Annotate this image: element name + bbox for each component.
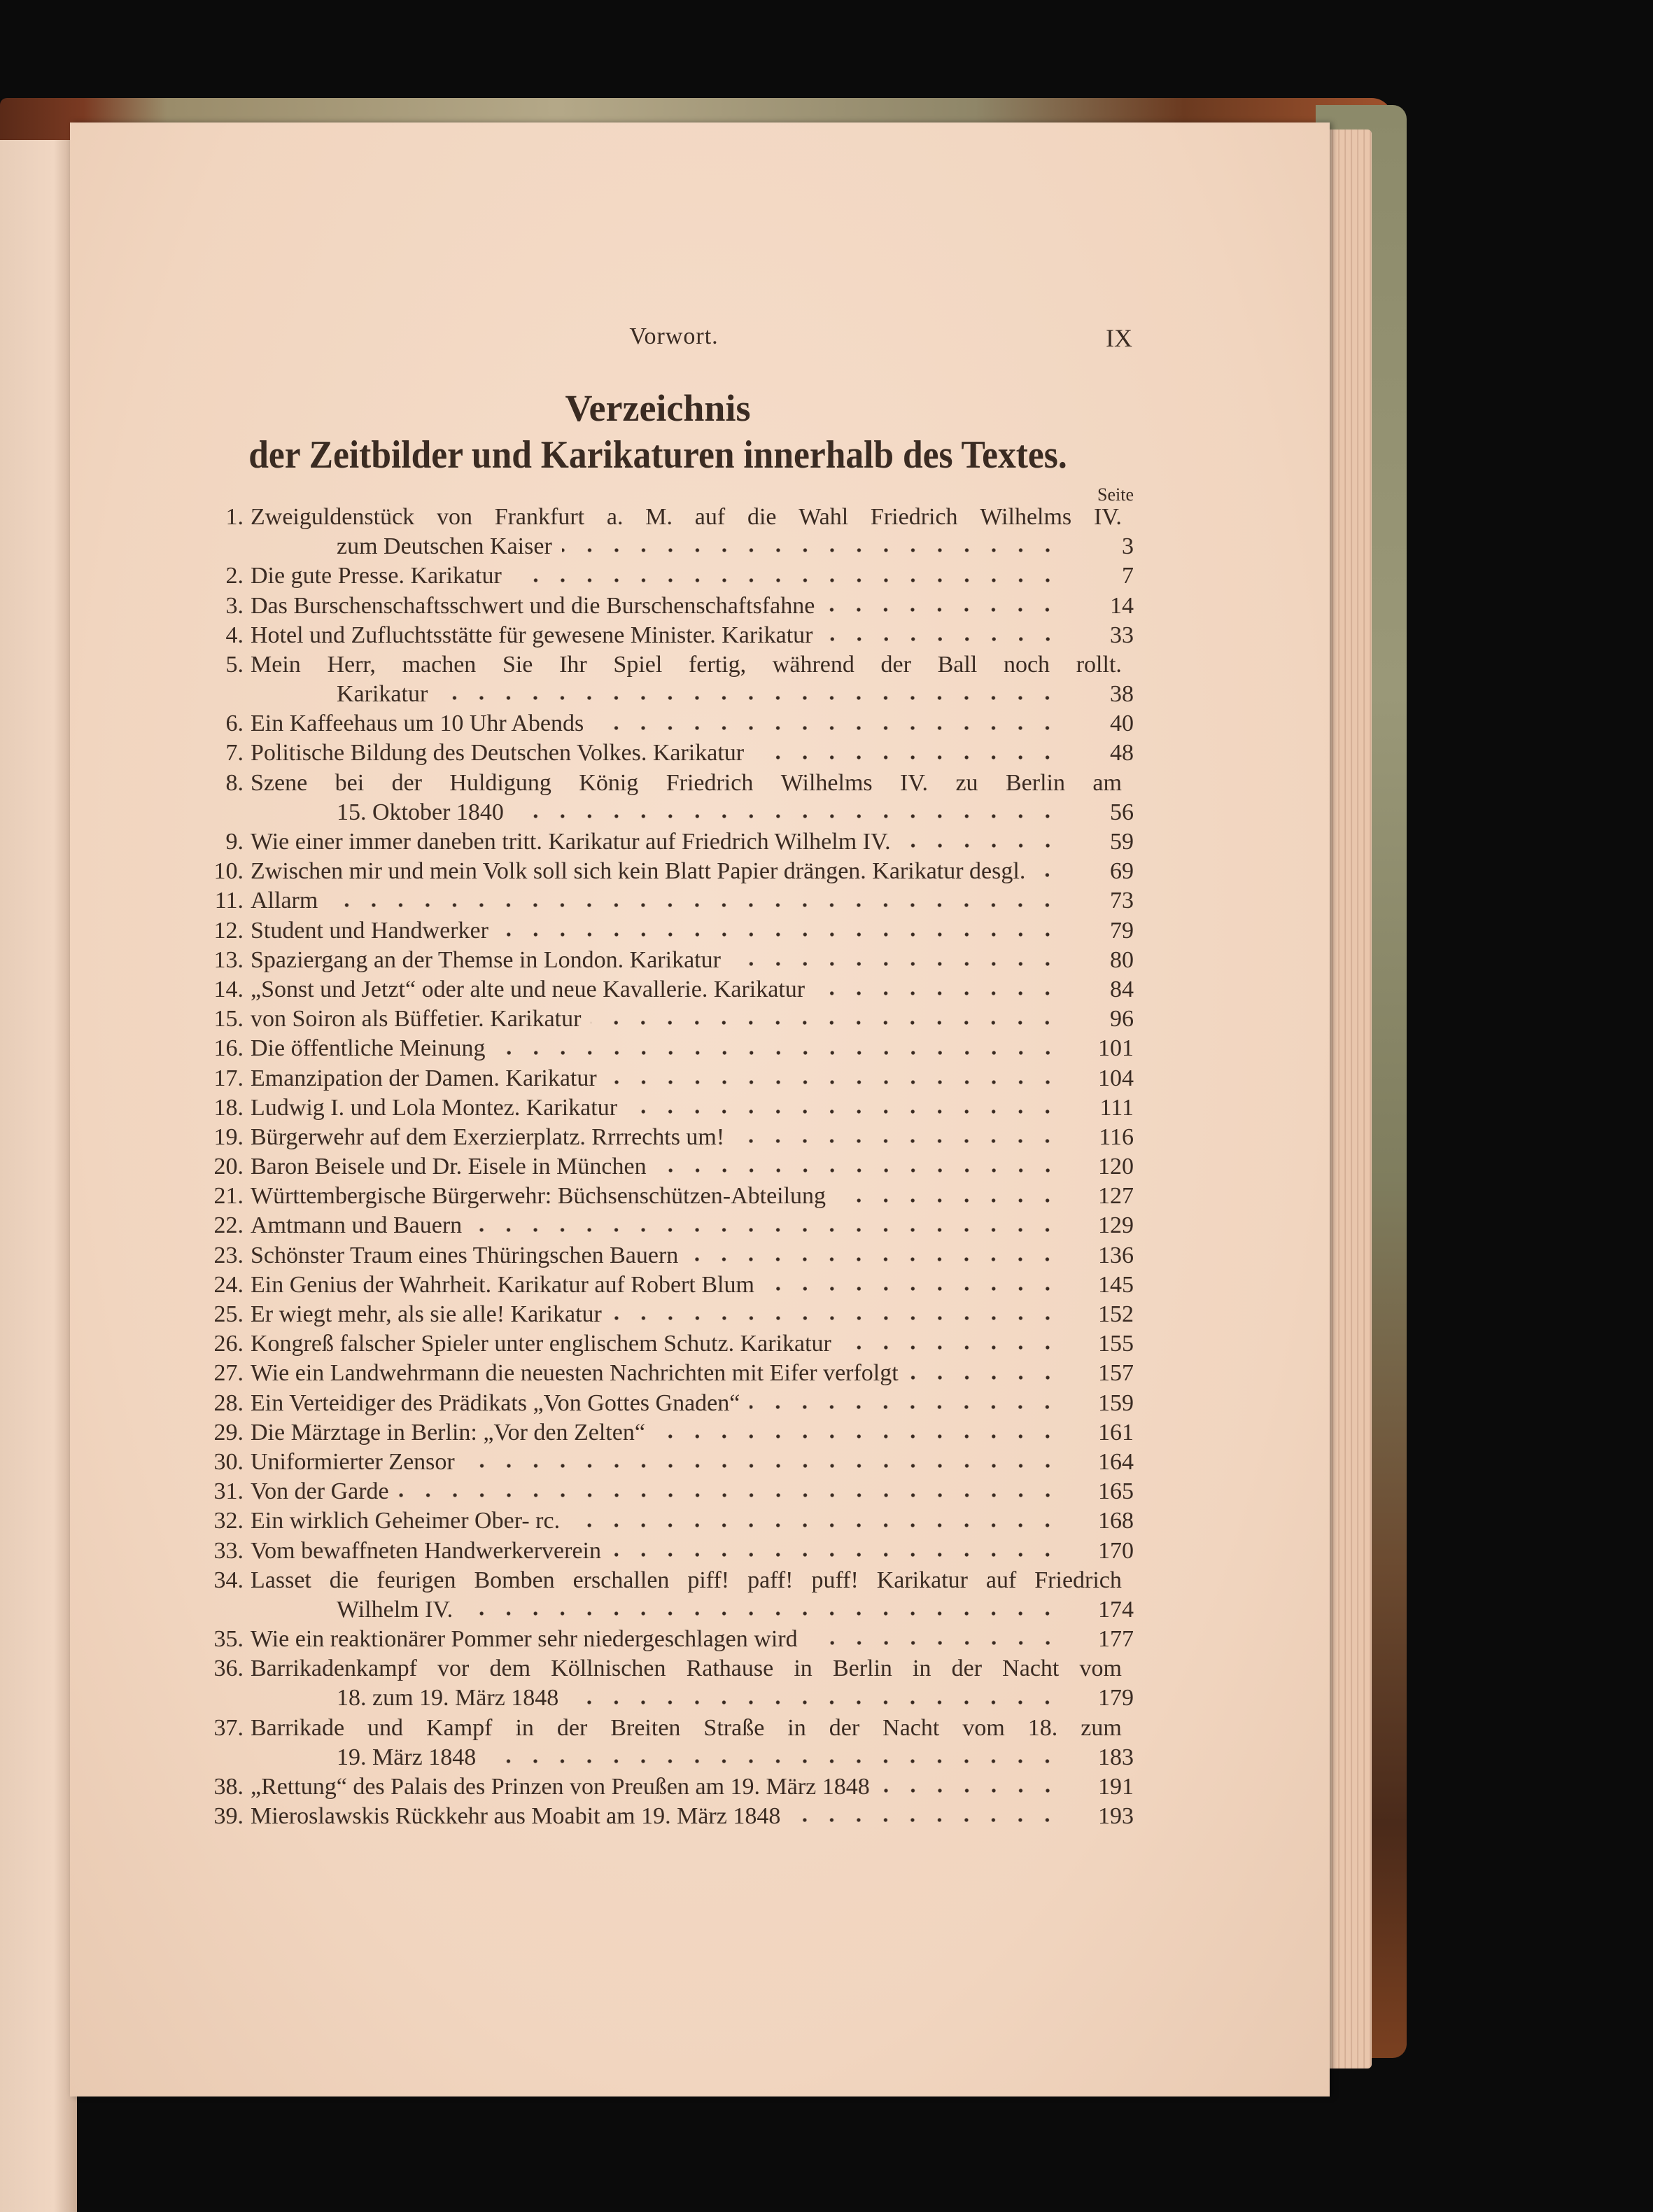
entry-number: 35. bbox=[213, 1626, 244, 1653]
entry-title: Von der Garde bbox=[251, 1478, 389, 1505]
entry-number: 20. bbox=[213, 1154, 244, 1180]
entry-number: 5. bbox=[225, 651, 244, 678]
dot-leader bbox=[908, 1373, 1061, 1382]
toc-entry-line bbox=[196, 827, 1134, 857]
dot-leader bbox=[808, 1639, 1061, 1647]
dot-leader bbox=[841, 1343, 1061, 1352]
entry-page-number: 79 bbox=[1110, 917, 1134, 944]
entry-page-number: 161 bbox=[1098, 1419, 1134, 1446]
dot-leader bbox=[472, 1226, 1061, 1234]
toc-entry-line bbox=[196, 561, 1134, 591]
entry-number: 8. bbox=[225, 769, 244, 796]
entry-title: Barrikade und Kampf in der Breiten Straße in der Nacht vom 18. zum bbox=[251, 1714, 1122, 1741]
entry-title: Emanzipation der Damen. Karikatur bbox=[251, 1065, 597, 1091]
dot-leader bbox=[656, 1166, 1061, 1175]
entry-title: 19. März 1848 bbox=[337, 1744, 477, 1770]
entry-page-number: 193 bbox=[1098, 1803, 1134, 1830]
dot-leader bbox=[498, 930, 1061, 939]
entry-page-number: 174 bbox=[1098, 1596, 1134, 1623]
entry-number: 30. bbox=[213, 1448, 244, 1475]
toc-entry-line bbox=[196, 1743, 1134, 1772]
entry-page-number: 101 bbox=[1098, 1035, 1134, 1062]
toc-entry-line bbox=[196, 1329, 1134, 1359]
entry-number: 34. bbox=[213, 1567, 244, 1593]
dot-leader bbox=[328, 901, 1061, 909]
entry-title: Wie ein Landwehrmann die neuesten Nachrichten mit Eifer verfolgt bbox=[251, 1360, 899, 1387]
entry-page-number: 84 bbox=[1110, 976, 1134, 1002]
dot-leader bbox=[607, 1078, 1061, 1086]
entry-page-number: 183 bbox=[1098, 1744, 1134, 1770]
entry-page-number: 96 bbox=[1110, 1006, 1134, 1032]
toc-entry-line bbox=[196, 1004, 1134, 1034]
entry-page-number: 59 bbox=[1110, 829, 1134, 855]
dot-leader bbox=[824, 606, 1061, 614]
page-column-label: Seite bbox=[1097, 484, 1134, 505]
toc-entry-line bbox=[196, 1477, 1134, 1506]
toc-entry-line bbox=[196, 592, 1134, 621]
dot-leader bbox=[486, 1757, 1061, 1765]
entry-title: Ein Verteidiger des Prädikats „Von Gottes Gnaden“ bbox=[251, 1390, 740, 1416]
dot-leader bbox=[823, 635, 1062, 643]
entry-page-number: 129 bbox=[1098, 1212, 1134, 1239]
entry-title: Mieroslawskis Rückkehr aus Moabit am 19. März 1848 bbox=[251, 1803, 781, 1830]
entry-title: Die Märztage in Berlin: „Vor den Zelten“ bbox=[251, 1419, 645, 1446]
toc-entry-line bbox=[196, 1625, 1134, 1654]
toc-entry-line bbox=[196, 1566, 1134, 1595]
toc-entry-line bbox=[196, 1506, 1134, 1536]
dot-leader bbox=[655, 1432, 1061, 1441]
entry-title: 18. zum 19. März 1848 bbox=[337, 1685, 559, 1712]
entry-title: Uniformierter Zensor bbox=[251, 1448, 455, 1475]
dot-leader bbox=[688, 1255, 1061, 1264]
dot-leader bbox=[815, 989, 1061, 997]
entry-number: 16. bbox=[213, 1035, 244, 1062]
entry-page-number: 157 bbox=[1098, 1360, 1134, 1387]
entry-title: von Soiron als Büffetier. Karikatur bbox=[251, 1006, 582, 1032]
entry-title: Schönster Traum eines Thüringschen Bauern bbox=[251, 1242, 679, 1268]
entry-title: Das Burschenschaftsschwert und die Burschenschaftsfahne bbox=[251, 592, 815, 619]
entry-page-number: 14 bbox=[1110, 592, 1134, 619]
entry-title: Ein Kaffeehaus um 10 Uhr Abends bbox=[251, 710, 584, 737]
entry-title: 15. Oktober 1840 bbox=[337, 799, 504, 825]
toc-entry-line bbox=[196, 916, 1134, 946]
entry-page-number: 152 bbox=[1098, 1301, 1134, 1328]
entry-number: 2. bbox=[225, 563, 244, 589]
entry-page-number: 177 bbox=[1098, 1626, 1134, 1653]
dot-leader bbox=[512, 576, 1061, 584]
page-number-roman: IX bbox=[1106, 324, 1132, 352]
toc-entry-line bbox=[196, 621, 1134, 650]
toc-entry-line bbox=[196, 1152, 1134, 1182]
entry-number: 13. bbox=[213, 946, 244, 973]
left-page-edge bbox=[0, 140, 77, 2212]
entry-number: 4. bbox=[225, 622, 244, 648]
toc-entry-line bbox=[196, 1123, 1134, 1152]
toc-entry-line bbox=[196, 1359, 1134, 1388]
entry-page-number: 3 bbox=[1122, 533, 1134, 560]
toc-entry-line bbox=[196, 1595, 1134, 1625]
toc-entry-line bbox=[196, 1448, 1134, 1477]
entry-page-number: 159 bbox=[1098, 1390, 1134, 1416]
entry-number: 37. bbox=[213, 1714, 244, 1741]
entry-page-number: 145 bbox=[1098, 1271, 1134, 1298]
entry-page-number: 73 bbox=[1110, 888, 1134, 914]
entry-number: 22. bbox=[213, 1212, 244, 1239]
entry-number: 17. bbox=[213, 1065, 244, 1091]
entry-page-number: 170 bbox=[1098, 1537, 1134, 1564]
toc-entry-line bbox=[196, 798, 1134, 827]
dot-leader bbox=[463, 1609, 1061, 1618]
dot-leader bbox=[437, 694, 1061, 702]
toc-entry-line bbox=[196, 1536, 1134, 1566]
entry-title: Ludwig I. und Lola Montez. Karikatur bbox=[251, 1094, 618, 1121]
dot-leader bbox=[611, 1550, 1061, 1559]
dot-leader bbox=[750, 1403, 1061, 1411]
entry-number: 1. bbox=[225, 503, 244, 530]
entry-page-number: 120 bbox=[1098, 1154, 1134, 1180]
toc-entry-line bbox=[196, 1772, 1134, 1802]
toc-entry-line bbox=[196, 1654, 1134, 1684]
toc-entry-line bbox=[196, 1714, 1134, 1743]
toc-entry-line bbox=[196, 769, 1134, 798]
entry-page-number: 136 bbox=[1098, 1242, 1134, 1268]
dot-leader bbox=[612, 1314, 1061, 1322]
entry-number: 12. bbox=[213, 917, 244, 944]
toc-entry-line bbox=[196, 1034, 1134, 1063]
entry-number: 26. bbox=[213, 1331, 244, 1357]
toc-entry-line bbox=[196, 1212, 1134, 1241]
dot-leader bbox=[836, 1196, 1061, 1205]
entry-number: 29. bbox=[213, 1419, 244, 1446]
toc-entry-line bbox=[196, 1241, 1134, 1270]
entry-page-number: 116 bbox=[1099, 1124, 1134, 1150]
entry-number: 23. bbox=[213, 1242, 244, 1268]
entry-title: Mein Herr, machen Sie Ihr Spiel fertig, während der Ball noch rollt. bbox=[251, 651, 1122, 678]
toc-entry-line bbox=[196, 1182, 1134, 1211]
running-head: Vorwort. bbox=[629, 323, 719, 349]
dot-leader bbox=[1035, 871, 1061, 879]
entry-title: Lasset die feurigen Bomben erschallen piff! paff! puff! Karikatur auf Friedrich bbox=[251, 1567, 1122, 1593]
entry-title: Er wiegt mehr, als sie alle! Karikatur bbox=[251, 1301, 602, 1328]
toc-entry-line bbox=[196, 857, 1134, 886]
entry-page-number: 104 bbox=[1098, 1065, 1134, 1091]
dot-leader bbox=[593, 724, 1061, 732]
dot-leader bbox=[627, 1107, 1061, 1116]
entry-page-number: 80 bbox=[1110, 946, 1134, 973]
entry-number: 19. bbox=[213, 1124, 244, 1150]
toc-entry-line bbox=[196, 1684, 1134, 1714]
entry-number: 18. bbox=[213, 1094, 244, 1121]
entry-title: Ein wirklich Geheimer Ober- rc. bbox=[251, 1508, 561, 1534]
entry-title: Wilhelm IV. bbox=[337, 1596, 453, 1623]
entry-page-number: 56 bbox=[1110, 799, 1134, 825]
entry-title: Wie ein reaktionärer Pommer sehr niedergeschlagen wird bbox=[251, 1626, 798, 1653]
toc-entry-line bbox=[196, 946, 1134, 975]
entry-number: 39. bbox=[213, 1803, 244, 1830]
entry-title: Wie einer immer daneben tritt. Karikatur auf Friedrich Wilhelm IV. bbox=[251, 829, 891, 855]
table-of-illustrations bbox=[196, 503, 1134, 1831]
dot-leader bbox=[754, 753, 1061, 762]
entry-number: 27. bbox=[213, 1360, 244, 1387]
entry-title: Allarm bbox=[251, 888, 318, 914]
toc-entry-line bbox=[196, 1802, 1134, 1831]
page-title: Verzeichnis bbox=[565, 387, 751, 429]
entry-page-number: 127 bbox=[1098, 1183, 1134, 1210]
dot-leader bbox=[568, 1698, 1061, 1707]
entry-page-number: 179 bbox=[1098, 1685, 1134, 1712]
dot-leader bbox=[880, 1786, 1061, 1795]
entry-title: Politische Bildung des Deutschen Volkes. Karikatur bbox=[251, 740, 745, 766]
entry-number: 6. bbox=[225, 710, 244, 737]
entry-title: Die gute Presse. Karikatur bbox=[251, 563, 502, 589]
entry-number: 28. bbox=[213, 1390, 244, 1416]
toc-entry-line bbox=[196, 1093, 1134, 1123]
toc-entry-line bbox=[196, 1064, 1134, 1093]
dot-leader bbox=[591, 1018, 1061, 1027]
entry-number: 11. bbox=[214, 888, 244, 914]
entry-number: 21. bbox=[213, 1183, 244, 1210]
dot-leader bbox=[901, 841, 1061, 850]
entry-title: Szene bei der Huldigung König Friedrich Wilhelms IV. zu Berlin am bbox=[251, 769, 1122, 796]
entry-title: Amtmann und Bauern bbox=[251, 1212, 463, 1239]
dot-leader bbox=[495, 1049, 1061, 1057]
entry-number: 31. bbox=[213, 1478, 244, 1505]
entry-title: Die öffentliche Meinung bbox=[251, 1035, 486, 1062]
entry-title: Karikatur bbox=[337, 681, 428, 708]
entry-number: 36. bbox=[213, 1656, 244, 1682]
entry-title: Student und Handwerker bbox=[251, 917, 488, 944]
toc-entry-line bbox=[196, 680, 1134, 709]
entry-number: 9. bbox=[225, 829, 244, 855]
entry-title: „Sonst und Jetzt“ oder alte und neue Kavallerie. Karikatur bbox=[251, 976, 806, 1002]
entry-title: Barrikadenkampf vor dem Köllnischen Rathause in Berlin in der Nacht vom bbox=[251, 1656, 1122, 1682]
dot-leader bbox=[734, 1137, 1061, 1145]
entry-number: 3. bbox=[225, 592, 244, 619]
entry-number: 33. bbox=[213, 1537, 244, 1564]
entry-number: 38. bbox=[213, 1774, 244, 1800]
toc-entry-line bbox=[196, 1300, 1134, 1329]
toc-entry-line bbox=[196, 886, 1134, 916]
entry-title: Kongreß falscher Spieler unter englischem Schutz. Karikatur bbox=[251, 1331, 831, 1357]
page-subtitle: der Zeitbilder und Karikaturen innerhalb des Textes. bbox=[248, 433, 1067, 477]
entry-title: Spaziergang an der Themse in London. Karikatur bbox=[251, 946, 721, 973]
dot-leader bbox=[514, 812, 1061, 820]
entry-title: Hotel und Zufluchtsstätte für gewesene Minister. Karikatur bbox=[251, 622, 813, 648]
dot-leader bbox=[399, 1491, 1061, 1499]
entry-number: 32. bbox=[213, 1508, 244, 1534]
entry-page-number: 111 bbox=[1099, 1094, 1134, 1121]
dot-leader bbox=[731, 960, 1061, 968]
entry-title: Bürgerwehr auf dem Exerzierplatz. Rrrrechts um! bbox=[251, 1124, 725, 1150]
entry-number: 10. bbox=[213, 858, 244, 885]
toc-entry-line bbox=[196, 1270, 1134, 1300]
dot-leader bbox=[790, 1816, 1061, 1824]
toc-entry-line bbox=[196, 503, 1134, 532]
entry-title: Ein Genius der Wahrheit. Karikatur auf Robert Blum bbox=[251, 1271, 754, 1298]
entry-page-number: 69 bbox=[1110, 858, 1134, 885]
toc-entry-line bbox=[196, 975, 1134, 1004]
entry-page-number: 164 bbox=[1098, 1448, 1134, 1475]
entry-page-number: 168 bbox=[1098, 1508, 1134, 1534]
dot-leader bbox=[465, 1462, 1061, 1470]
entry-title: zum Deutschen Kaiser bbox=[337, 533, 552, 560]
entry-page-number: 7 bbox=[1122, 563, 1134, 589]
entry-page-number: 165 bbox=[1098, 1478, 1134, 1505]
dot-leader bbox=[570, 1521, 1061, 1530]
toc-entry-line bbox=[196, 1418, 1134, 1448]
toc-entry-line bbox=[196, 739, 1134, 769]
toc-entry-line bbox=[196, 1389, 1134, 1418]
entry-title: Zwischen mir und mein Volk soll sich kein Blatt Papier drängen. Karikatur desgl. bbox=[251, 858, 1026, 885]
entry-page-number: 191 bbox=[1098, 1774, 1134, 1800]
entry-page-number: 155 bbox=[1098, 1331, 1134, 1357]
entry-title: Württembergische Bürgerwehr: Büchsenschützen-Abteilung bbox=[251, 1183, 826, 1210]
toc-entry-line bbox=[196, 532, 1134, 561]
entry-number: 7. bbox=[225, 740, 244, 766]
entry-number: 24. bbox=[213, 1271, 244, 1298]
entry-page-number: 40 bbox=[1110, 710, 1134, 737]
entry-title: Vom bewaffneten Handwerkerverein bbox=[251, 1537, 601, 1564]
entry-title: „Rettung“ des Palais des Prinzen von Preußen am 19. März 1848 bbox=[251, 1774, 870, 1800]
entry-page-number: 48 bbox=[1110, 740, 1134, 766]
toc-entry-line bbox=[196, 650, 1134, 680]
dot-leader bbox=[562, 546, 1061, 554]
entry-number: 15. bbox=[213, 1006, 244, 1032]
entry-page-number: 33 bbox=[1110, 622, 1134, 648]
toc-entry-line bbox=[196, 709, 1134, 738]
entry-title: Baron Beisele und Dr. Eisele in München bbox=[251, 1154, 647, 1180]
entry-title: Zweiguldenstück von Frankfurt a. M. auf die Wahl Friedrich Wilhelms IV. bbox=[251, 503, 1122, 530]
entry-page-number: 38 bbox=[1110, 681, 1134, 708]
entry-number: 14. bbox=[213, 976, 244, 1002]
entry-number: 25. bbox=[213, 1301, 244, 1328]
dot-leader bbox=[764, 1284, 1061, 1293]
